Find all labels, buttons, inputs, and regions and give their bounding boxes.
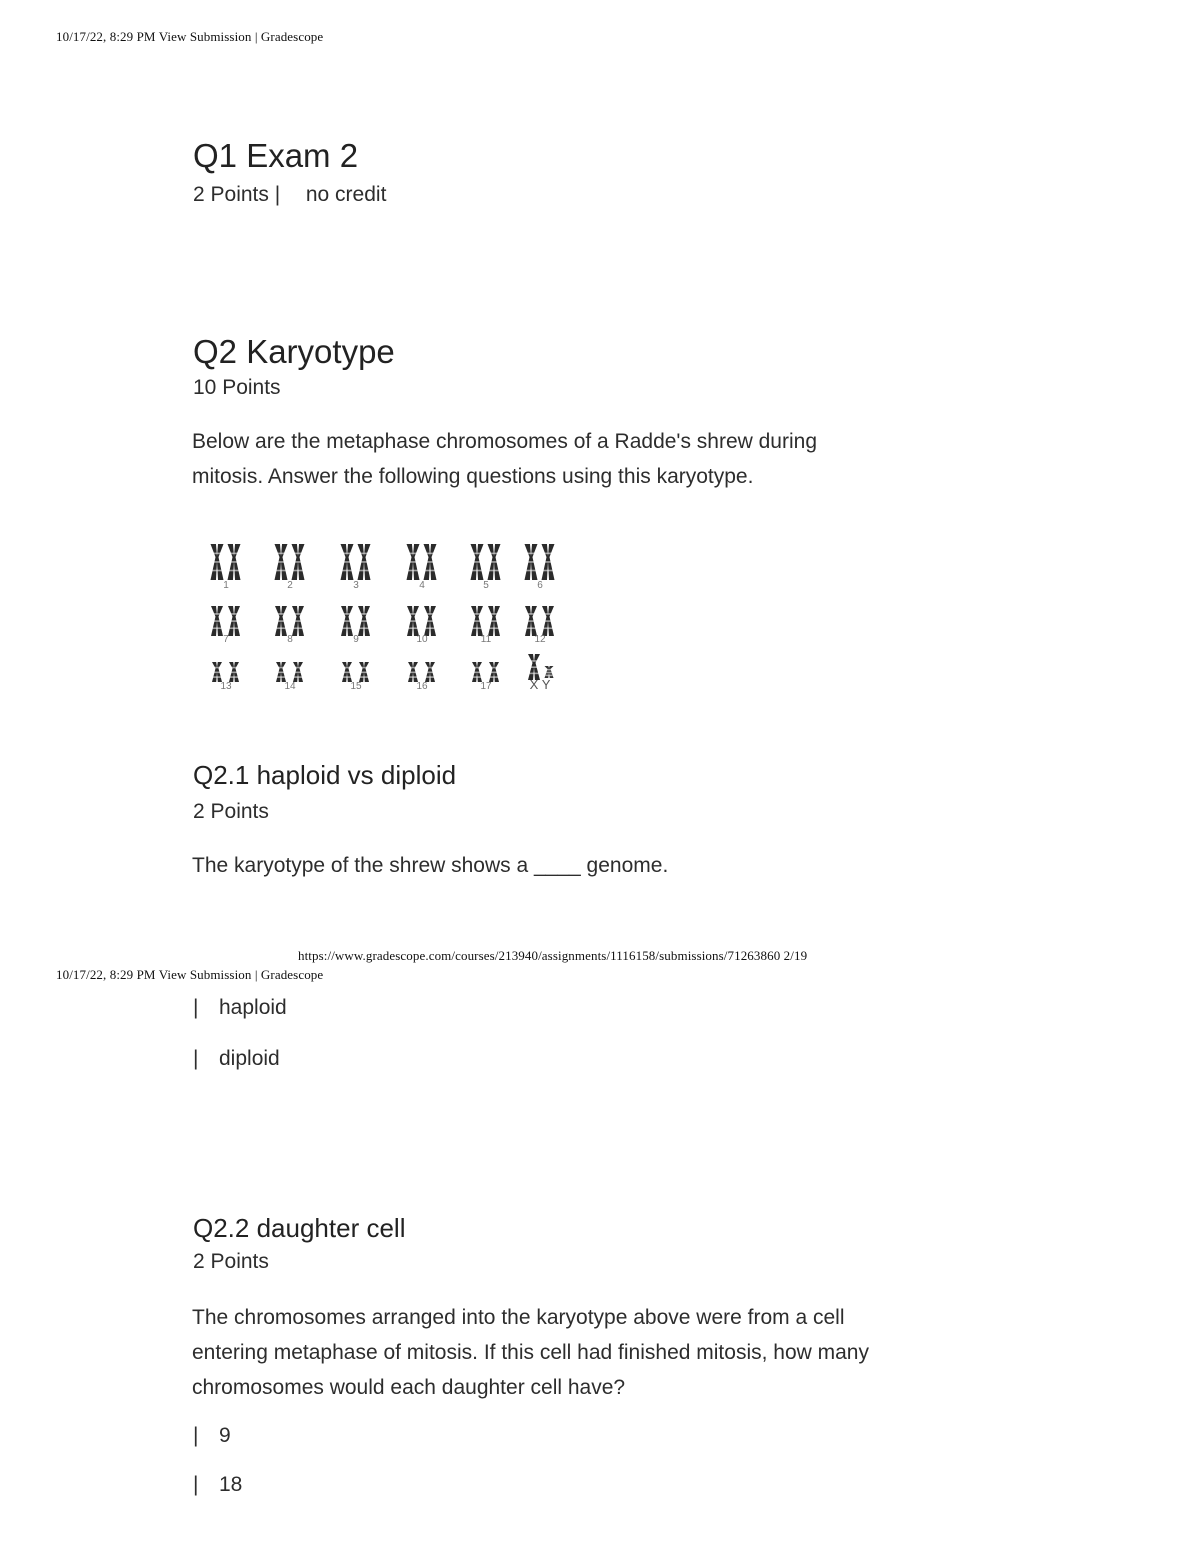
chromosome-band — [212, 620, 222, 622]
chromosome-band — [425, 570, 436, 572]
q2-description-line: mitosis. Answer the following questions using this karyotype. — [192, 465, 754, 488]
chromosome-pair — [275, 544, 305, 580]
chromosome-band — [472, 570, 483, 572]
chromosome-number-label: 12 — [534, 634, 546, 645]
print-header: 10/17/22, 8:29 PM View Submission | Gradescope — [56, 29, 324, 44]
chromosome-number-label: 16 — [416, 681, 428, 692]
chromosome-band — [293, 570, 304, 572]
chromosome-band — [293, 627, 303, 629]
option-marker: | — [193, 1473, 199, 1496]
chromosome-band — [359, 553, 370, 555]
chromosome-pair — [525, 606, 554, 636]
chromosome-band — [543, 561, 554, 563]
q2-2-prompt — [192, 1300, 982, 1405]
chromosome-number-label: 6 — [537, 580, 543, 591]
chromosome-band — [342, 627, 352, 629]
chromosome-band — [212, 553, 223, 555]
chromosome-band — [359, 620, 369, 622]
chromosome-band — [212, 570, 223, 572]
chromosome-pair — [341, 606, 370, 636]
chromosome-band — [276, 620, 286, 622]
chromosome-band — [293, 613, 303, 615]
chromosome-band — [426, 672, 434, 674]
chromosome-pair — [408, 662, 435, 682]
chromosome-band — [526, 620, 536, 622]
chromosome-band — [489, 627, 499, 629]
chromosome-band — [409, 676, 417, 678]
chromosome-band — [473, 672, 481, 674]
chromosome-pair — [471, 544, 501, 580]
chromosome-pair — [472, 662, 499, 682]
chromosome-number-label: 9 — [353, 634, 359, 645]
chromosome-band — [526, 561, 537, 563]
chromosome-band — [229, 613, 239, 615]
chromosome-band — [543, 613, 553, 615]
chromosome-pair — [342, 662, 369, 682]
chromosome-band — [342, 561, 353, 563]
chromosome-band — [343, 667, 351, 669]
chromosome-band — [342, 570, 353, 572]
chromosome-band — [342, 553, 353, 555]
q2-2-prompt-line: chromosomes would each daughter cell have? — [192, 1376, 626, 1399]
chromosome-band — [529, 673, 539, 675]
chromosome-number-label: 1 — [223, 580, 229, 591]
chromosome-band — [543, 620, 553, 622]
chromosome-band — [489, 553, 500, 555]
chromosome-pair — [471, 606, 500, 636]
chromosome-band — [543, 570, 554, 572]
option-marker: | — [193, 1047, 199, 1070]
chromosome-band — [490, 667, 498, 669]
chromosome-band — [472, 620, 482, 622]
q2-title: Q2 Karyotype — [193, 333, 395, 370]
chromosome-pair — [407, 606, 436, 636]
chromosome-band — [343, 676, 351, 678]
chromosome-band — [277, 676, 285, 678]
q2-1-points: 2 Points — [193, 800, 269, 823]
chromosome-number-label: 3 — [353, 580, 359, 591]
chromosome-band — [546, 669, 553, 671]
chromosome-band — [543, 553, 554, 555]
option-marker: | — [193, 996, 199, 1019]
option-diploid[interactable] — [193, 1047, 280, 1071]
chromosome-number-label: 2 — [287, 580, 293, 591]
chromosome-band — [489, 561, 500, 563]
chromosome-number-label: 4 — [419, 580, 425, 591]
chromosome-band — [212, 627, 222, 629]
chromosome-band — [472, 561, 483, 563]
chromosome-pair — [341, 544, 371, 580]
chromosome-band — [489, 570, 500, 572]
chromosome-band — [472, 627, 482, 629]
chromosome-band — [230, 676, 238, 678]
option-label: haploid — [219, 996, 287, 1019]
chromosome-number-label: 7 — [223, 634, 229, 645]
chromosome-number-label: 14 — [284, 681, 296, 692]
chromosome-number-label: 10 — [416, 634, 428, 645]
chromosome-band — [343, 672, 351, 674]
chromosome-band — [229, 570, 240, 572]
chromosome-band — [529, 660, 539, 662]
chromosome-band — [425, 627, 435, 629]
chromosome-number-label: 5 — [483, 580, 489, 591]
chromosome-band — [276, 561, 287, 563]
q1-credit-status: no credit — [305, 183, 387, 206]
chromosome-band — [426, 667, 434, 669]
chromosome-band — [359, 561, 370, 563]
chromosome-band — [408, 553, 419, 555]
chromosome-band — [342, 613, 352, 615]
chromosome-band — [277, 672, 285, 674]
chromosome-band — [360, 676, 368, 678]
chromosome-band — [230, 672, 238, 674]
chromosome-band — [276, 613, 286, 615]
chromosome-band — [293, 553, 304, 555]
chromosome-band — [425, 613, 435, 615]
chromosome-band — [546, 675, 553, 677]
chromosome-band — [408, 620, 418, 622]
chromosome-band — [359, 613, 369, 615]
chromosome-band — [277, 667, 285, 669]
chromosome-pair — [211, 544, 241, 580]
chromosome-band — [473, 676, 481, 678]
chromosome-band — [472, 553, 483, 555]
chromosome-band — [294, 672, 302, 674]
chromosome-band — [294, 676, 302, 678]
chromosome-number-label: X Y — [529, 677, 551, 692]
chromosome-band — [473, 667, 481, 669]
chromosome-band — [293, 561, 304, 563]
q2-description-line: Below are the metaphase chromosomes of a Radde's shrew during — [192, 430, 818, 453]
chromosome-number-label: 17 — [480, 681, 492, 692]
q2-2-prompt-line: The chromosomes arranged into the karyotype above were from a cell — [192, 1306, 845, 1329]
chromosome-band — [212, 561, 223, 563]
chromosome-band — [229, 553, 240, 555]
option-18[interactable] — [193, 1473, 242, 1497]
chromosome-pair — [275, 606, 304, 636]
chromosome-band — [490, 672, 498, 674]
q2-2-title: Q2.2 daughter cell — [193, 1213, 406, 1243]
chromosome-band — [408, 627, 418, 629]
option-9[interactable] — [193, 1424, 231, 1448]
chromosome-band — [425, 553, 436, 555]
chromosome-band — [212, 613, 222, 615]
chromosome-band — [213, 676, 221, 678]
q1-points — [193, 183, 386, 207]
chromosome-band — [425, 561, 436, 563]
chromosome-band — [526, 627, 536, 629]
chromosome-band — [526, 553, 537, 555]
chromosome-band — [276, 570, 287, 572]
chromosome-band — [294, 667, 302, 669]
chromosome-band — [409, 667, 417, 669]
chromosome-band — [408, 561, 419, 563]
chromosome-band — [276, 553, 287, 555]
chromosome-number-label: 11 — [480, 634, 492, 645]
q2-2-points: 2 Points — [193, 1250, 269, 1273]
chromosome-pair — [276, 662, 303, 682]
q2-1-title: Q2.1 haploid vs diploid — [193, 760, 457, 790]
option-label: 9 — [219, 1424, 231, 1447]
q2-1-prompt: The karyotype of the shrew shows a ____ genome. — [192, 854, 669, 877]
chromosome-band — [408, 570, 419, 572]
option-marker: | — [193, 1424, 199, 1447]
chromosome-band — [546, 672, 553, 674]
chromosome-band — [293, 620, 303, 622]
chromosome-number-label: 13 — [220, 681, 232, 692]
chromosome-band — [408, 613, 418, 615]
print-footer-url: https://www.gradescope.com/courses/213940/assignments/1116158/submissions/71263860 2/19 — [298, 948, 808, 963]
chromosome-pair — [525, 544, 555, 580]
chromosome-band — [526, 613, 536, 615]
chromosome-pair — [211, 606, 240, 636]
option-label: diploid — [219, 1047, 280, 1070]
chromosome-pair — [407, 544, 437, 580]
chromosome-band — [276, 627, 286, 629]
chromosome-band — [426, 676, 434, 678]
chromosome-band — [490, 676, 498, 678]
chromosome-band — [342, 620, 352, 622]
chromosome-band — [526, 570, 537, 572]
chromosome-band — [360, 672, 368, 674]
q2-points: 10 Points — [193, 376, 281, 399]
chromosome-band — [472, 613, 482, 615]
q1-points-mark: 2 Points | — [193, 183, 281, 206]
print-header: 10/17/22, 8:29 PM View Submission | Gradescope — [56, 967, 324, 982]
chromosome-band — [229, 627, 239, 629]
chromosome-band — [409, 672, 417, 674]
chromosome-band — [360, 667, 368, 669]
karyotype-image — [196, 536, 568, 696]
chromosome-band — [229, 561, 240, 563]
chromosome-band — [213, 667, 221, 669]
q2-description — [192, 424, 982, 494]
option-haploid[interactable] — [193, 996, 287, 1020]
chromosome-band — [359, 627, 369, 629]
chromosome-band — [529, 666, 539, 668]
chromosome-band — [213, 672, 221, 674]
chromosome-pair — [212, 662, 239, 682]
chromosome-number-label: 8 — [287, 634, 293, 645]
option-label: 18 — [219, 1473, 243, 1496]
chromosome-band — [489, 620, 499, 622]
q1-title: Q1 Exam 2 — [193, 137, 359, 174]
chromosome-band — [230, 667, 238, 669]
q2-2-prompt-line: entering metaphase of mitosis. If this cell had finished mitosis, how many — [192, 1341, 869, 1364]
chromosome-band — [543, 627, 553, 629]
chromosome-band — [359, 570, 370, 572]
chromosome-number-label: 15 — [350, 681, 362, 692]
chromosome-band — [425, 620, 435, 622]
chromosome-band — [229, 620, 239, 622]
chromosome-band — [489, 613, 499, 615]
